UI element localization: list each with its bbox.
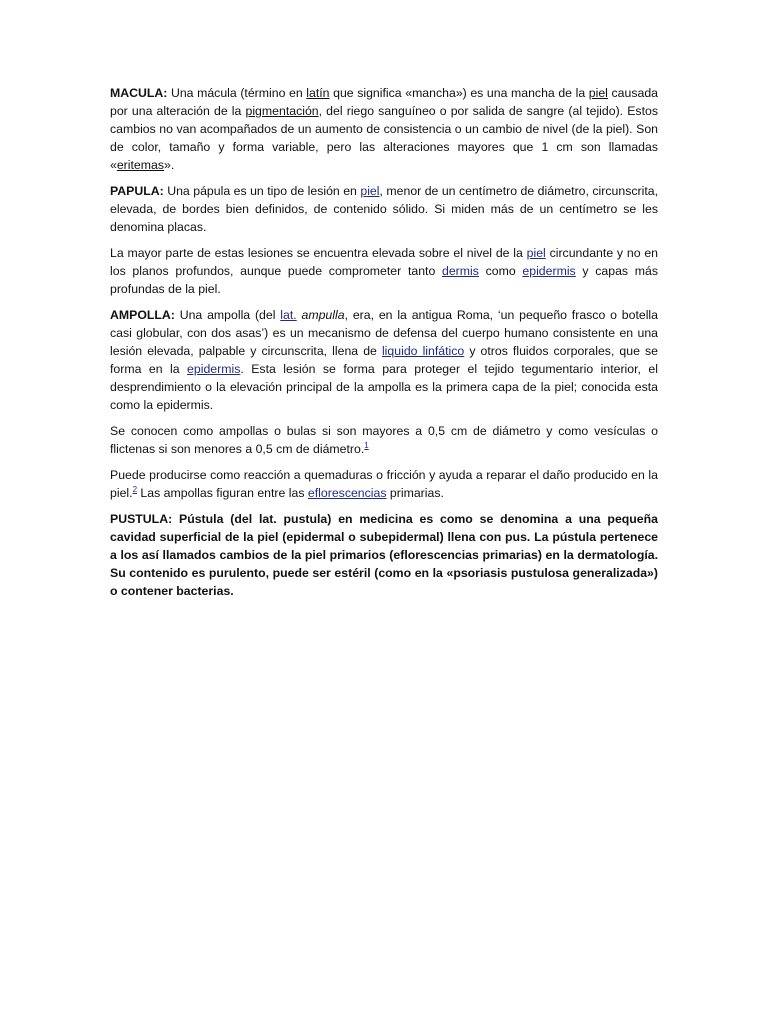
heading-pustula: PUSTULA:	[110, 512, 173, 526]
heading-macula: MACULA:	[110, 86, 168, 100]
link-eflorescencias[interactable]: eflorescencias	[307, 486, 387, 500]
link-piel[interactable]: piel	[588, 86, 608, 100]
text-span: circundante y no en los planos profundos, aunque puede comprometer tanto	[110, 246, 659, 278]
link-latin[interactable]: latín	[306, 86, 330, 100]
text-span: Una ampolla (del	[174, 308, 281, 322]
text-span: , era, en la antigua Roma, ‘un pequeño frasco o botella casi globular, con dos asas’) es un mecanismo de defensa del cuerpo humano consistente en una lesión elevada, palpable y circunscrita, llena de	[110, 308, 658, 358]
link-eritemas[interactable]: eritemas	[116, 158, 164, 172]
text-span: y capas más profundas de la piel.	[110, 264, 659, 296]
link-epidermis[interactable]: epidermis	[522, 264, 576, 278]
link-dermis[interactable]: dermis	[442, 264, 479, 278]
text-span: . Esta lesión se forma para proteger el tejido tegumentario interior, el desprendimiento o la elevación principal de la ampolla es la primera capa de la piel; conocida esta como la epidermis.	[110, 362, 658, 412]
link-liquido-linfatico[interactable]: liquido linfático	[381, 344, 465, 358]
text-span: Pústula (del lat. pustula) en medicina es como se denomina a una pequeña cavidad superficial de la piel (epidermal o subepidermal) llena con pus. La pústula pertenece a los así llamados cambios de la piel primarios (eflorescencias primarias) en la dermatología. Su contenido es purulento, puede ser estéril (como en la «psoriasis pustulosa generalizada») o contener bacterias.	[110, 512, 658, 598]
text-span: Las ampollas figuran entre las	[137, 486, 308, 500]
text-span: causada por una alteración de la	[110, 86, 658, 118]
text-span: que significa «mancha») es una mancha de la	[329, 86, 589, 100]
paragraph-ampolla	[110, 306, 658, 414]
paragraph-ampolla-cause	[110, 466, 658, 502]
link-piel[interactable]: piel	[526, 246, 546, 260]
text-span: , menor de un centímetro de diámetro, circunscrita, elevada, de bordes bien definidos, de contenido sólido. Si miden más de un centímetro se les denomina placas.	[110, 184, 658, 234]
heading-ampolla: AMPOLLA:	[110, 308, 175, 322]
text-span: Una mácula (término en	[167, 86, 307, 100]
paragraph-pustula	[110, 510, 658, 600]
footnote-2-link[interactable]: 2	[132, 484, 138, 494]
text-span: Puede producirse como reacción a quemaduras o fricción y ayuda a reparar el daño producido en la piel.	[110, 468, 658, 500]
text-span: Una pápula es un tipo de lesión en	[163, 184, 361, 198]
text-span: como	[478, 264, 523, 278]
italic-term: ampulla	[301, 308, 345, 322]
text-span: Se conocen como ampollas o bulas si son mayores a 0,5 cm de diámetro y como vesículas o flictenas si son menores a 0,5 cm de diámetro.	[110, 424, 658, 456]
link-epidermis[interactable]: epidermis	[187, 362, 241, 376]
link-pigmentacion[interactable]: pigmentación	[245, 104, 319, 118]
text-span: , del riego sanguíneo o por salida de sangre (al tejido). Estos cambios no van acompañados de un aumento de consistencia o un cambio de nivel (de la piel). Son de color, tamaño y forma variable, pero las alteraciones mayores que 1 cm son llamadas «	[110, 104, 658, 172]
link-piel[interactable]: piel	[360, 184, 380, 198]
document-page	[110, 84, 658, 608]
heading-papula: PAPULA:	[110, 184, 164, 198]
paragraph-macula	[110, 84, 658, 174]
text-span: primarias.	[386, 486, 444, 500]
paragraph-ampolla-size	[110, 422, 658, 458]
text-span: ».	[164, 158, 175, 172]
paragraph-papula-detail	[110, 244, 658, 298]
link-lat[interactable]: lat.	[280, 308, 297, 322]
text-span: La mayor parte de estas lesiones se encuentra elevada sobre el nivel de la	[110, 246, 527, 260]
text-span: y otros fluidos corporales, que se forma en la	[110, 344, 658, 376]
paragraph-papula	[110, 182, 658, 236]
footnote-1-link[interactable]: 1	[364, 440, 369, 450]
